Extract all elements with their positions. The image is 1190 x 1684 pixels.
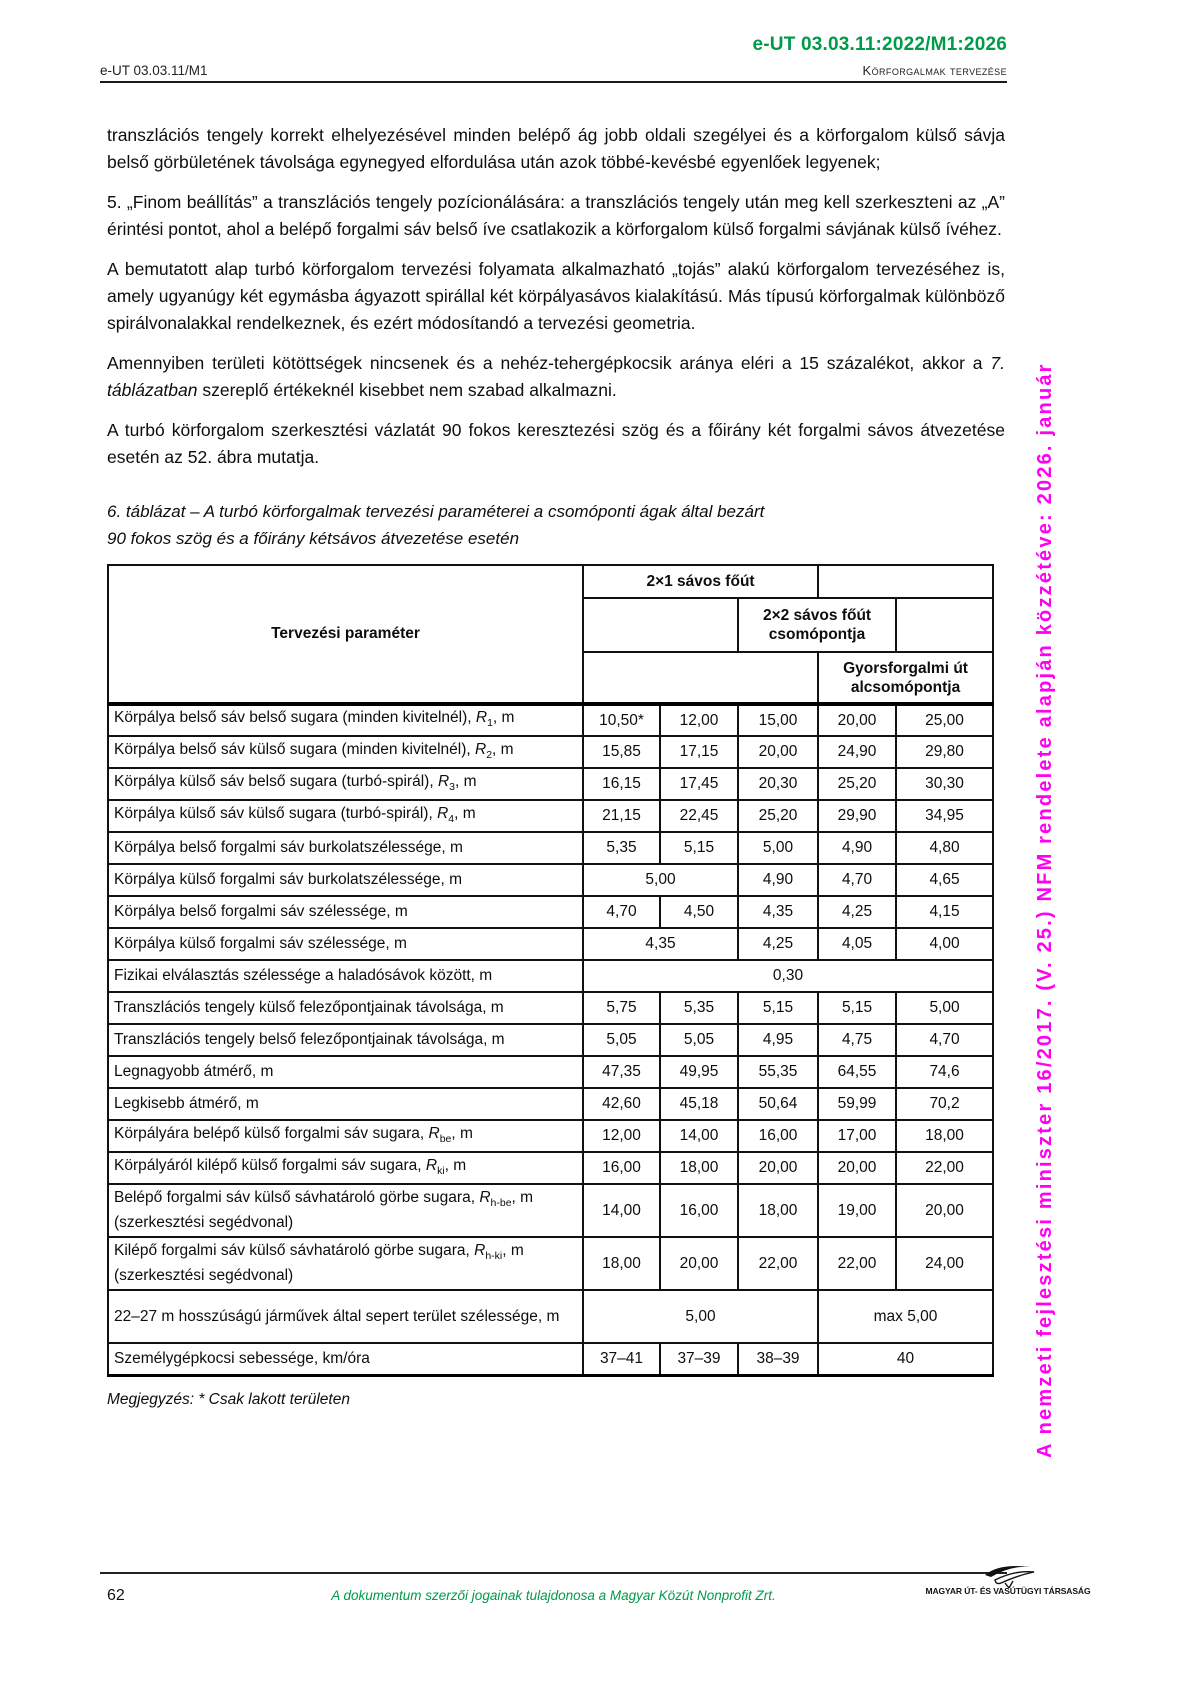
cell: 20,00 xyxy=(738,1152,818,1184)
cell: 22,00 xyxy=(738,1237,818,1290)
cell: 20,00 xyxy=(896,1184,993,1237)
table-row xyxy=(108,704,993,736)
row-label: Körpálya külső forgalmi sáv burkolatszélessége, m xyxy=(108,864,583,896)
doc-subject: Körforgalmak tervezése xyxy=(862,63,1007,78)
cell: 50,64 xyxy=(738,1088,818,1120)
doc-code-short: e-UT 03.03.11/M1 xyxy=(100,63,208,78)
table-row xyxy=(108,768,993,800)
row-label: Körpálya belső forgalmi sáv szélessége, m xyxy=(108,896,583,928)
cell: 15,00 xyxy=(738,704,818,736)
page-header xyxy=(100,34,1007,83)
cell: 4,90 xyxy=(818,832,896,864)
cell: 4,70 xyxy=(818,864,896,896)
cell: 5,00 xyxy=(896,992,993,1024)
table-row xyxy=(108,960,993,992)
cell: 25,20 xyxy=(818,768,896,800)
cell: 5,05 xyxy=(660,1024,738,1056)
cell: 20,00 xyxy=(818,704,896,736)
param-column-header: Tervezési paraméter xyxy=(108,565,583,704)
cell: 64,55 xyxy=(818,1056,896,1088)
margin-publication-note: A nemzeti fejlesztési miniszter 16/2017. (V. 25.) NFM rendelete alapján közzétéve: 2026. január xyxy=(1034,362,1056,1458)
paragraph-4-text-end: szereplő értékeknél kisebbet nem szabad alkalmazni. xyxy=(197,380,617,400)
table-row xyxy=(108,864,993,896)
cell: 17,15 xyxy=(660,736,738,768)
cell: 14,00 xyxy=(583,1184,660,1237)
cell: 4,05 xyxy=(818,928,896,960)
paragraph-5: A turbó körforgalom szerkesztési vázlatát 90 fokos keresztezési szög és a főirány két forgalmi sávos átvezetése esetén az 52. ábra mutatja. xyxy=(107,420,1005,467)
row-label: Körpálya külső sáv külső sugara (turbó-spirál), $R_4$, m xyxy=(108,800,583,832)
cell: 20,00 xyxy=(818,1152,896,1184)
table-header-row-1 xyxy=(108,565,993,598)
cell: 5,15 xyxy=(738,992,818,1024)
cell: 37–41 xyxy=(583,1343,660,1375)
cell: 18,00 xyxy=(660,1152,738,1184)
row-label: Körpálya belső sáv belső sugara (minden kivitelnél), $R_1$, m xyxy=(108,704,583,736)
row-label: Legnagyobb átmérő, m xyxy=(108,1056,583,1088)
row-label: Kilépő forgalmi sáv külső sávhatároló görbe sugara, $R_{h-ki}$, m (szerkesztési segédvonal) xyxy=(108,1237,583,1290)
table-footnote: Megjegyzés: * Csak lakott területen xyxy=(107,1390,350,1408)
paragraph-3: A bemutatott alap turbó körforgalom tervezési folyamata alkalmazható „tojás” alakú körforgalom tervezéséhez is, amely ugyanúgy két egymásba ágyazott spirállal két körpályasávos kialakítású. Más típusú körforgalmak különböző spirálvonalakkal rendelkeznek, és ezért módosítandó a tervezési geometria. xyxy=(107,259,1005,333)
cell: 4,95 xyxy=(738,1024,818,1056)
cell: 55,35 xyxy=(738,1056,818,1088)
empty-header-cell xyxy=(583,652,818,704)
cell: 5,75 xyxy=(583,992,660,1024)
paragraph-1: transzlációs tengely korrekt elhelyezésével minden belépő ág jobb oldali szegélyei és a körforgalom külső sávja belső görbületének távolsága egynegyed elfordulása után azok többé-kevésbé egyenlőek legyenek; xyxy=(107,125,1005,172)
cell: 22,00 xyxy=(896,1152,993,1184)
cell: 4,70 xyxy=(583,896,660,928)
cell: 4,25 xyxy=(818,896,896,928)
table-row xyxy=(108,1152,993,1184)
cell: 25,00 xyxy=(896,704,993,736)
cell: 4,50 xyxy=(660,896,738,928)
row-label: Körpálya külső forgalmi sáv szélessége, m xyxy=(108,928,583,960)
cell: 70,2 xyxy=(896,1088,993,1120)
cell: 16,15 xyxy=(583,768,660,800)
cell: 5,35 xyxy=(583,832,660,864)
road-swoosh-icon xyxy=(979,1562,1037,1588)
organization-logo xyxy=(923,1562,1093,1596)
cell: 12,00 xyxy=(660,704,738,736)
cell: 4,65 xyxy=(896,864,993,896)
group-header-2x2: 2×2 sávos főút csomópontja xyxy=(738,598,896,652)
cell: 5,15 xyxy=(660,832,738,864)
header-row xyxy=(100,63,1007,78)
table-caption xyxy=(107,498,1005,552)
table-row xyxy=(108,1056,993,1088)
cell: 4,00 xyxy=(896,928,993,960)
cell: 74,6 xyxy=(896,1056,993,1088)
row-label: Körpályáról kilépő külső forgalmi sáv sugara, $R_{ki}$, m xyxy=(108,1152,583,1184)
cell-merged: 5,00 xyxy=(583,1290,818,1343)
cell: 16,00 xyxy=(660,1184,738,1237)
cell: 4,80 xyxy=(896,832,993,864)
row-label: Körpálya belső forgalmi sáv burkolatszélessége, m xyxy=(108,832,583,864)
cell: 29,80 xyxy=(896,736,993,768)
table-row xyxy=(108,1120,993,1152)
row-label: Legkisebb átmérő, m xyxy=(108,1088,583,1120)
cell: 42,60 xyxy=(583,1088,660,1120)
cell: 59,99 xyxy=(818,1088,896,1120)
cell: 38–39 xyxy=(738,1343,818,1375)
empty-header-cell xyxy=(583,598,738,652)
table-row xyxy=(108,832,993,864)
cell: 18,00 xyxy=(583,1237,660,1290)
cell: 4,35 xyxy=(738,896,818,928)
cell-merged: max 5,00 xyxy=(818,1290,993,1343)
group-header-expressway: Gyorsforgalmi út alcsomópontja xyxy=(818,652,993,704)
cell: 18,00 xyxy=(896,1120,993,1152)
cell-merged: 4,35 xyxy=(583,928,738,960)
design-parameters-table xyxy=(107,564,994,1377)
cell: 15,85 xyxy=(583,736,660,768)
cell: 22,45 xyxy=(660,800,738,832)
organization-name: MAGYAR ÚT- ÉS VASÚTÜGYI TÁRSASÁG xyxy=(925,1586,1091,1596)
cell: 25,20 xyxy=(738,800,818,832)
cell: 17,45 xyxy=(660,768,738,800)
row-label: 22–27 m hosszúságú járművek által sepert terület szélessége, m xyxy=(108,1290,583,1343)
cell: 37–39 xyxy=(660,1343,738,1375)
cell: 4,90 xyxy=(738,864,818,896)
cell: 5,00 xyxy=(738,832,818,864)
cell: 24,90 xyxy=(818,736,896,768)
table-row xyxy=(108,1024,993,1056)
row-label: Belépő forgalmi sáv külső sávhatároló görbe sugara, $R_{h-be}$, m (szerkesztési segédvonal) xyxy=(108,1184,583,1237)
page-body xyxy=(107,122,1005,1409)
cell: 5,35 xyxy=(660,992,738,1024)
cell: 10,50* xyxy=(583,704,660,736)
row-label: Körpálya külső sáv belső sugara (turbó-spirál), $R_3$, m xyxy=(108,768,583,800)
paragraph-4 xyxy=(107,350,1005,404)
cell: 17,00 xyxy=(818,1120,896,1152)
cell: 4,15 xyxy=(896,896,993,928)
cell-merged: 5,00 xyxy=(583,864,738,896)
cell: 16,00 xyxy=(738,1120,818,1152)
cell: 22,00 xyxy=(818,1237,896,1290)
table-row xyxy=(108,896,993,928)
cell: 12,00 xyxy=(583,1120,660,1152)
table-row xyxy=(108,800,993,832)
header-rule xyxy=(100,81,1007,83)
row-label: Körpálya belső sáv külső sugara (minden kivitelnél), $R_2$, m xyxy=(108,736,583,768)
cell: 5,15 xyxy=(818,992,896,1024)
cell: 30,30 xyxy=(896,768,993,800)
cell: 45,18 xyxy=(660,1088,738,1120)
cell: 20,00 xyxy=(738,736,818,768)
row-label: Fizikai elválasztás szélessége a haladósávok között, m xyxy=(108,960,583,992)
table-row xyxy=(108,1237,993,1290)
table-row xyxy=(108,1290,993,1343)
cell: 24,00 xyxy=(896,1237,993,1290)
cell: 5,05 xyxy=(583,1024,660,1056)
cell: 34,95 xyxy=(896,800,993,832)
cell: 47,35 xyxy=(583,1056,660,1088)
page-number: 62 xyxy=(107,1587,125,1604)
cell: 49,95 xyxy=(660,1056,738,1088)
table-row xyxy=(108,1088,993,1120)
cell-merged: 0,30 xyxy=(583,960,993,992)
cell: 19,00 xyxy=(818,1184,896,1237)
cell: 4,70 xyxy=(896,1024,993,1056)
empty-header-cell xyxy=(818,565,993,598)
table-caption-line1: 6. táblázat – A turbó körforgalmak tervezési paraméterei a csomóponti ágak által bezárt xyxy=(107,502,765,521)
cell: 4,25 xyxy=(738,928,818,960)
table-reference: 7. táblázatban xyxy=(107,353,1005,400)
cell: 20,00 xyxy=(660,1237,738,1290)
cell: 20,30 xyxy=(738,768,818,800)
cell: 14,00 xyxy=(660,1120,738,1152)
table-row xyxy=(108,992,993,1024)
cell-merged: 40 xyxy=(818,1343,993,1375)
doc-code-full: e-UT 03.03.11:2022/M1:2026 xyxy=(752,34,1007,55)
cell: 4,75 xyxy=(818,1024,896,1056)
row-label: Körpályára belépő külső forgalmi sáv sugara, $R_{be}$, m xyxy=(108,1120,583,1152)
page-footer xyxy=(100,1572,1091,1604)
cell: 21,15 xyxy=(583,800,660,832)
table-row xyxy=(108,928,993,960)
cell: 29,90 xyxy=(818,800,896,832)
table-row xyxy=(108,1343,993,1375)
table-row xyxy=(108,1184,993,1237)
copyright-notice: A dokumentum szerzői jogainak tulajdonosa a Magyar Közút Nonprofit Zrt. xyxy=(331,1588,776,1603)
paragraph-4-text: Amennyiben területi kötöttségek nincsenek és a nehéz-tehergépkocsik aránya eléri a 15 százalékot, akkor a xyxy=(107,353,991,373)
row-label: Transzlációs tengely külső felezőpontjainak távolsága, m xyxy=(108,992,583,1024)
empty-header-cell xyxy=(896,598,993,652)
row-label: Transzlációs tengely belső felezőpontjainak távolsága, m xyxy=(108,1024,583,1056)
paragraph-2: 5. „Finom beállítás” a transzlációs tengely pozícionálására: a transzlációs tengely után meg kell szerkeszteni az „A” érintési pontot, ahol a belépő forgalmi sáv belső íve csatlakozik a körforgalom külső forgalmi sávjának külső ívéhez. xyxy=(107,192,1005,239)
cell: 16,00 xyxy=(583,1152,660,1184)
group-header-2x1: 2×1 sávos főút xyxy=(583,565,818,598)
table-row xyxy=(108,736,993,768)
cell: 18,00 xyxy=(738,1184,818,1237)
table-caption-line2: 90 fokos szög és a főirány kétsávos átvezetése esetén xyxy=(107,529,520,548)
row-label: Személygépkocsi sebessége, km/óra xyxy=(108,1343,583,1375)
